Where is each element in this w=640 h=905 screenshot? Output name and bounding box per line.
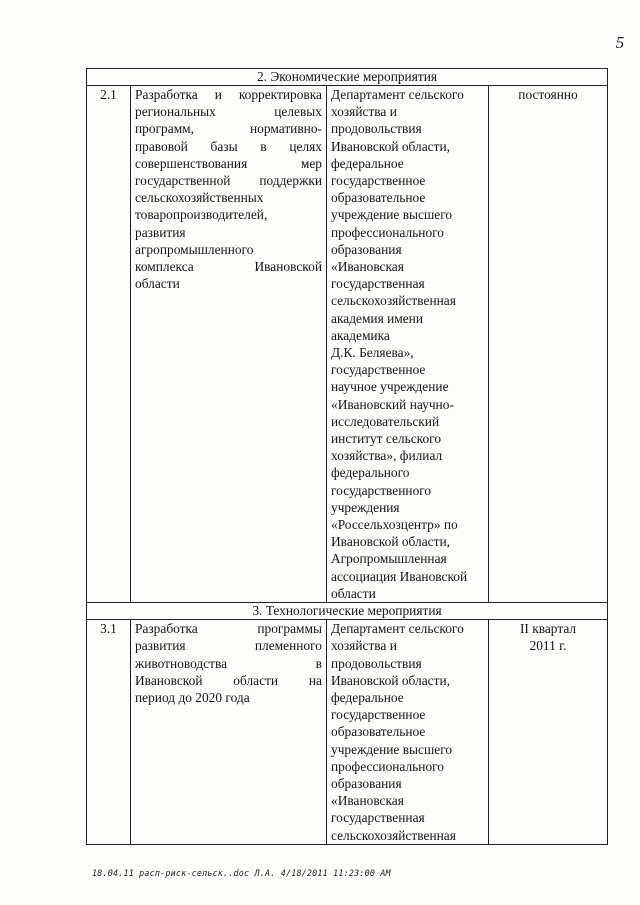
text-line: «Ивановская <box>331 793 404 809</box>
text-line: профессионального <box>331 224 444 240</box>
text-line: сельскохозяйственная <box>331 293 456 309</box>
page-number: 5 <box>615 33 625 52</box>
text-line: образовательное <box>331 724 426 740</box>
text-line: государственное <box>331 362 426 378</box>
measure-term <box>489 620 608 845</box>
text-line: академика <box>331 327 390 343</box>
text-line: области <box>331 585 376 601</box>
table-row <box>87 86 608 603</box>
text-line: товаропроизводителей, <box>135 207 268 223</box>
text-line: агропромышленного <box>135 241 254 257</box>
text-line: «Ивановская <box>331 259 404 275</box>
text-line: Ивановской области, <box>331 672 450 688</box>
text-line: развития <box>135 224 186 240</box>
text-line: научное учреждение <box>331 379 449 395</box>
text-line: период до 2020 года <box>135 689 250 705</box>
text-line: образования <box>331 241 402 257</box>
text-line: Агропромышленная <box>331 551 447 567</box>
text-line: Ивановской области на <box>135 672 322 688</box>
text-line: «Россельхозцентр» по <box>331 517 458 533</box>
text-line: государственной поддержки <box>135 173 322 189</box>
section-title: 3. Технологические мероприятия <box>87 603 608 620</box>
text-line: государственное <box>331 173 426 189</box>
text-line: Д.К. Беляева», <box>331 345 414 361</box>
text-line: учреждение высшего <box>331 741 453 757</box>
text-line: продовольствия <box>331 655 422 671</box>
text-line: 2011 г. <box>529 638 567 654</box>
text-line: совершенствования мер <box>135 155 322 171</box>
section-header-row <box>87 69 608 86</box>
text-line: образовательное <box>331 190 426 206</box>
text-line: учреждение высшего <box>331 207 453 223</box>
text-line: правовой базы в целях <box>135 138 322 154</box>
measure-executors <box>327 86 489 603</box>
text-line: учреждения <box>331 499 400 515</box>
text-line: региональных целевых <box>135 104 322 120</box>
measures-table <box>86 68 608 845</box>
row-number: 3.1 <box>87 620 131 845</box>
text-line: комплекса Ивановской <box>135 259 322 275</box>
row-number: 2.1 <box>87 86 131 603</box>
text-line: образования <box>331 775 402 791</box>
text-line: области <box>135 276 180 292</box>
text-line: федеральное <box>331 689 404 705</box>
text-line: программ, нормативно- <box>135 121 322 137</box>
text-line: институт сельского <box>331 431 442 447</box>
text-line: исследовательский <box>331 413 440 429</box>
text-line: «Ивановский научно- <box>331 396 454 412</box>
text-line: II квартал <box>519 621 577 637</box>
text-line: федерального <box>331 465 410 481</box>
text-line: Разработка и корректировка <box>135 87 322 102</box>
text-line: продовольствия <box>331 121 422 137</box>
text-line: постоянно <box>518 87 578 102</box>
text-line: Ивановской области, <box>331 534 450 550</box>
text-line: федеральное <box>331 155 404 171</box>
text-line: Департамент сельского <box>331 621 464 637</box>
measure-executors <box>327 620 489 845</box>
text-line: государственная <box>331 810 425 826</box>
text-line: профессионального <box>331 758 444 774</box>
text-line: государственная <box>331 276 425 292</box>
text-line: академия имени <box>331 310 424 326</box>
text-line: ассоциация Ивановской <box>331 568 468 584</box>
text-line: сельскохозяйственных <box>135 190 264 206</box>
section-title: 2. Экономические мероприятия <box>87 69 608 86</box>
measure-description <box>131 620 327 845</box>
measure-term <box>489 86 608 603</box>
text-line: Департамент сельского <box>331 87 464 102</box>
text-line: животноводства в <box>135 655 322 671</box>
measure-description <box>131 86 327 603</box>
text-line: хозяйства и <box>331 104 397 120</box>
document-footer: 18.04.11 расп-риск-сельск..doc Л.А. 4/18/2011 11:23:00 AM <box>92 868 391 878</box>
table-row <box>87 620 608 845</box>
text-line: хозяйства и <box>331 638 397 654</box>
text-line: государственное <box>331 707 426 723</box>
text-line: развития племенного <box>135 638 322 654</box>
section-header-row <box>87 603 608 620</box>
text-line: хозяйства», филиал <box>331 448 443 464</box>
text-line: Ивановской области, <box>331 138 450 154</box>
text-line: государственного <box>331 482 432 498</box>
text-line: Разработка программы <box>135 621 322 637</box>
text-line: сельскохозяйственная <box>331 827 456 843</box>
